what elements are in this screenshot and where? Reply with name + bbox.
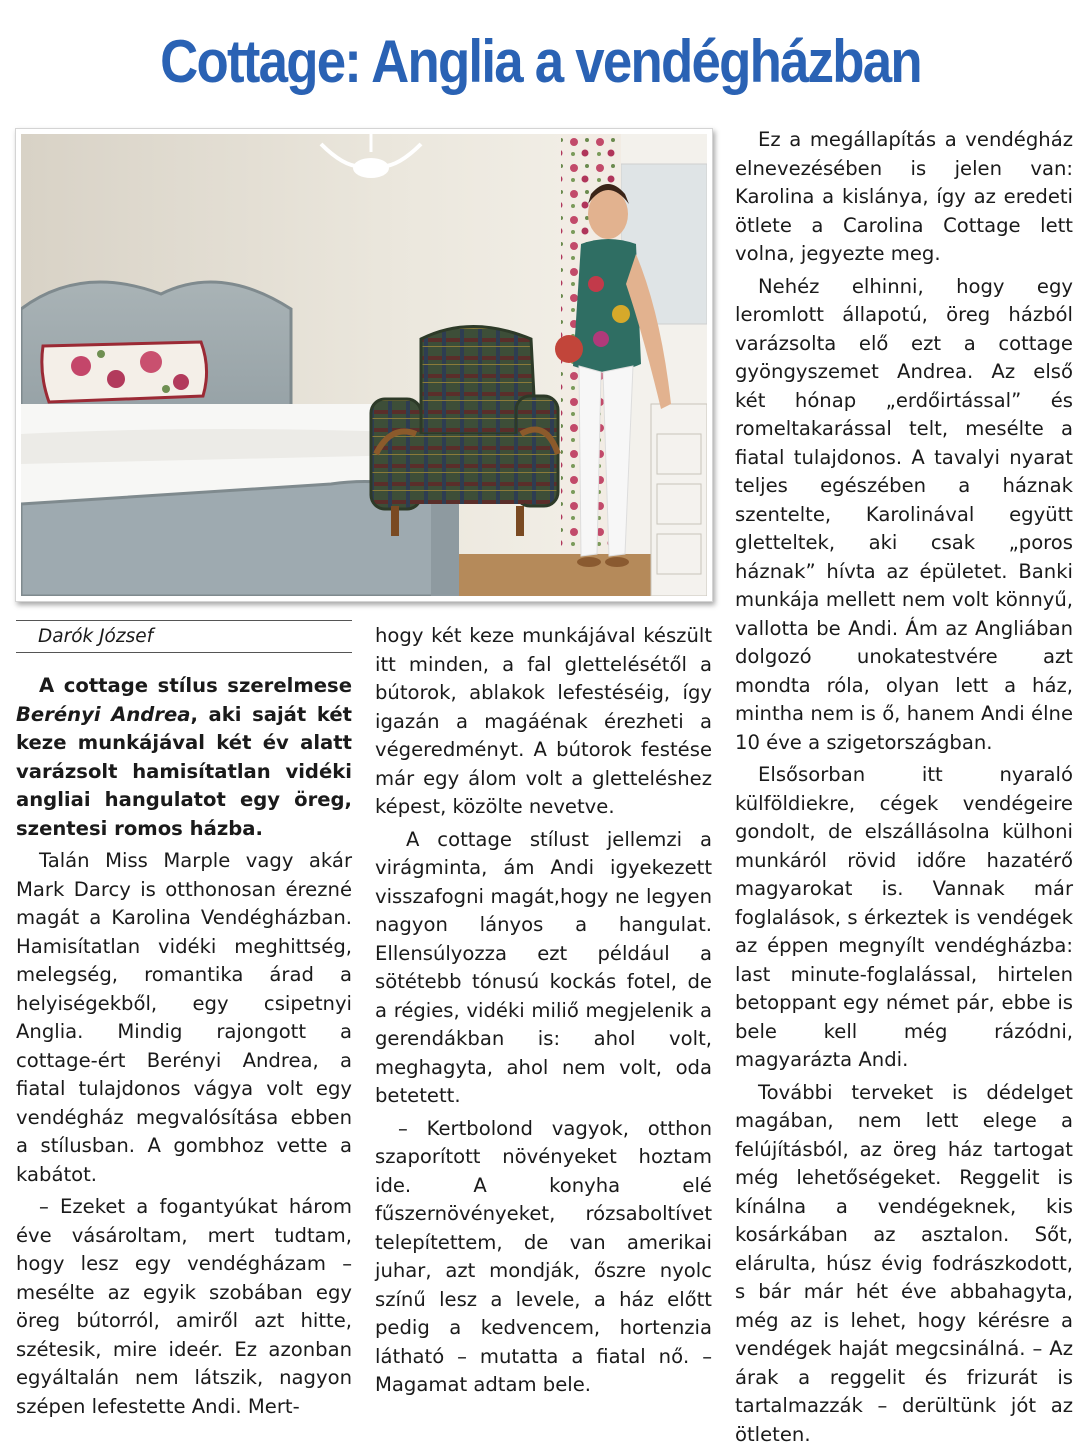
paragraph: Nehéz elhinni, hogy egy leromlott állapotú, öreg házból varázsolta elő ezt a cottage gyöngyszemet Andrea. Az első két hónap „erdőirtással” és romeltakarással telt, mesélte a fiatal tulajdonos. A tavalyi nyarat teljes egészében a háznak szentelte, Karolinával együtt gletteltek, aki csak „poros háznak” hívta az épületet. Banki munkája mellett nem volt könnyű, vallotta be Andi. Ám az Angliában dolgozó unokatestvére azt mondta róla, olyan lett a ház, mintha nem is ő, hanem Andi élne 10 éve a szigetországban. (735, 273, 1073, 758)
paragraph: Talán Miss Marple vagy akár Mark Darcy is otthonosan érezné magát a Karolina Vendégházban. Hamisítatlan vidéki meghittség, melegség, romantika árad a helyiségekből, egy csipetnyi Anglia. Mindig rajongott a cottage-ért Berényi Andrea, a fiatal tulajdonos vágya volt egy vendégház megvalósítása ebben a stílusban. A gombhoz vette a kabátot. (16, 847, 352, 1189)
lead-name: Berényi Andrea (16, 703, 191, 726)
paragraph: – Kertbolond vagyok, otthon szaporított növényeket hoztam ide. A konyha elé fűszernövényeket, rózsaboltívet telepítettem, de van amerikai juhar, azt mondják, őszre nyolc színű lesz a levele, a ház előtt pedig a kedvencem, hortenzia látható – mutatta a fiatal nő. – Magamat adtam bele. (375, 1115, 712, 1400)
column-2 (375, 622, 712, 1400)
paragraph: További terveket is dédelget magában, nem lett elege a felújításból, az öreg ház tartogat még lehetőségeket. Reggelit is kínálna a vendégeknek, kis kosárkában az asztalon. Sőt, elárulta, húsz évig fodrászkodott, s bár már hét éve abbahagyta, még az is lehet, hogy kérésre a vendégek haját megcsinálná. – Az árak a reggelit és frizurát is tartalmazzák – derültünk jót az ötleten. (735, 1079, 1073, 1449)
column-1 (16, 672, 352, 1421)
paragraph: A cottage stílust jellemzi a virágminta, ám Andi igyekezett visszafogni magát,hogy ne legyen nagyon lányos a hangulat. Ellensúlyozza ezt például a sötétebb tónusú kockás fotel, de a régies, vidéki miliő megjelenik a gerendákban is: ahol volt, meghagyta, ahol nem volt, oda betetett. (375, 826, 712, 1111)
paragraph: – Ezeket a fogantyúkat három éve vásároltam, mert tudtam, hogy lesz egy vendégházam – mesélte az egyik szobában egy öreg bútorról, amiről azt hitte, szétesik, mire ideér. Ez azonban egyáltalán nem látszik, nagyon szépen lefestette Andi. Mert- (16, 1193, 352, 1421)
paragraph: Elsősorban itt nyaraló külföldiekre, cégek vendégeire gondolt, de elszállásolna külhoni munkáról rövid időre hazatérő magyarokat is. Vannak már foglalások, s érkeztek is vendégek az éppen megnyílt vendégházba: last minute-foglalással, hirtelen betoppant egy német pár, ebbe is bele kell még rázódni, magyarázta Andi. (735, 761, 1073, 1075)
paragraph: Ez a megállapítás a vendégház elnevezésében is jelen van: Karolina a kislánya, így az eredeti ötlete a Carolina Cottage lett volna, jegyezte meg. (735, 126, 1073, 269)
lead-text-2: , aki saját két keze munkájával két év alatt varázsolt hamisítatlan vidéki angliai hangulatot egy öreg, szentesi romos házba. (16, 703, 352, 840)
article-photo (15, 128, 713, 602)
lead-paragraph (16, 672, 352, 843)
headline: Cottage: Anglia a vendégházban (65, 22, 1016, 102)
paragraph: hogy két keze munkájával készült itt minden, a fal glettelésétől a bútorok, ablakok lefestéséig, így igazán a magáénak érezheti a végeredményt. A bútorok festése már egy álom volt a gletteléshez képest, közölte nevetve. (375, 622, 712, 822)
photo-bedroom-woman-icon (21, 134, 707, 596)
byline: Darók József (16, 620, 352, 653)
column-3 (735, 126, 1073, 1449)
lead-text-1: A cottage stílus szerelmese (39, 674, 352, 697)
